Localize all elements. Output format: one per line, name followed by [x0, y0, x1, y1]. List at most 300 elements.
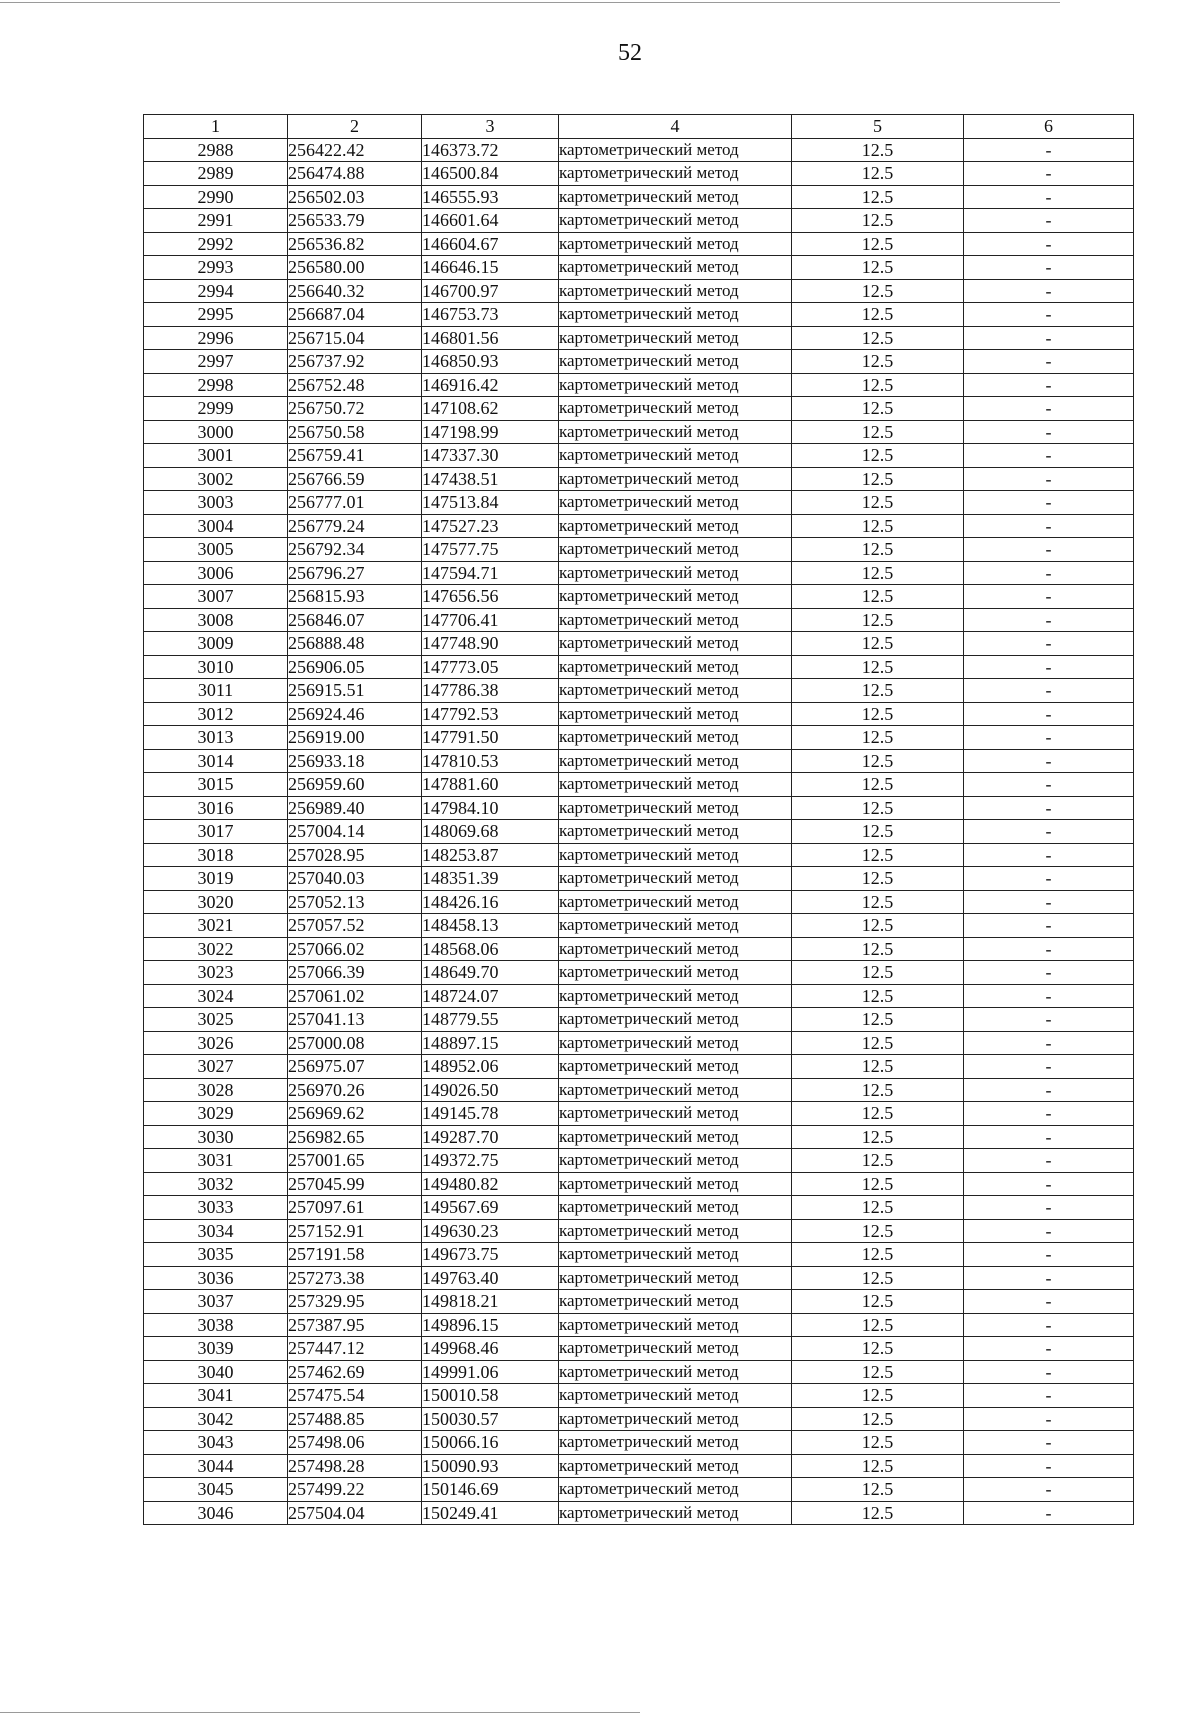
point-number-cell: 3017: [144, 820, 288, 844]
table-row: [144, 867, 1134, 891]
y-coordinate-cell: 150030.57: [422, 1407, 559, 1431]
accuracy-cell: 12.5: [792, 1266, 964, 1290]
note-cell: -: [964, 1266, 1134, 1290]
x-coordinate-cell: 257000.08: [288, 1031, 422, 1055]
method-cell: картометрический метод: [559, 538, 792, 562]
point-number-cell: 3000: [144, 420, 288, 444]
point-number-cell: 3013: [144, 726, 288, 750]
note-cell: -: [964, 209, 1134, 233]
note-cell: -: [964, 773, 1134, 797]
point-number-cell: 3043: [144, 1431, 288, 1455]
point-number-cell: 3027: [144, 1055, 288, 1079]
method-cell: картометрический метод: [559, 1172, 792, 1196]
method-cell: картометрический метод: [559, 1478, 792, 1502]
method-cell: картометрический метод: [559, 914, 792, 938]
point-number-cell: 3041: [144, 1384, 288, 1408]
x-coordinate-cell: 257004.14: [288, 820, 422, 844]
point-number-cell: 3010: [144, 655, 288, 679]
y-coordinate-cell: 146700.97: [422, 279, 559, 303]
table-row: [144, 1078, 1134, 1102]
note-cell: -: [964, 1149, 1134, 1173]
accuracy-cell: 12.5: [792, 937, 964, 961]
note-cell: -: [964, 1313, 1134, 1337]
method-cell: картометрический метод: [559, 1078, 792, 1102]
x-coordinate-cell: 257052.13: [288, 890, 422, 914]
table-row: [144, 914, 1134, 938]
note-cell: -: [964, 867, 1134, 891]
point-number-cell: 3046: [144, 1501, 288, 1525]
table-row: [144, 256, 1134, 280]
accuracy-cell: 12.5: [792, 397, 964, 421]
method-cell: картометрический метод: [559, 1313, 792, 1337]
x-coordinate-cell: 257045.99: [288, 1172, 422, 1196]
table-row: [144, 984, 1134, 1008]
method-cell: картометрический метод: [559, 514, 792, 538]
note-cell: -: [964, 514, 1134, 538]
y-coordinate-cell: 149673.75: [422, 1243, 559, 1267]
method-cell: картометрический метод: [559, 138, 792, 162]
y-coordinate-cell: 146604.67: [422, 232, 559, 256]
note-cell: -: [964, 632, 1134, 656]
method-cell: картометрический метод: [559, 420, 792, 444]
y-coordinate-cell: 147337.30: [422, 444, 559, 468]
method-cell: картометрический метод: [559, 162, 792, 186]
y-coordinate-cell: 147786.38: [422, 679, 559, 703]
table-row: [144, 1102, 1134, 1126]
note-cell: -: [964, 1055, 1134, 1079]
note-cell: -: [964, 1125, 1134, 1149]
method-cell: картометрический метод: [559, 726, 792, 750]
accuracy-cell: 12.5: [792, 961, 964, 985]
scan-edge-top: [0, 2, 1060, 3]
x-coordinate-cell: 257447.12: [288, 1337, 422, 1361]
point-number-cell: 3030: [144, 1125, 288, 1149]
y-coordinate-cell: 149287.70: [422, 1125, 559, 1149]
x-coordinate-cell: 256750.72: [288, 397, 422, 421]
note-cell: -: [964, 1031, 1134, 1055]
method-cell: картометрический метод: [559, 1501, 792, 1525]
method-cell: картометрический метод: [559, 937, 792, 961]
y-coordinate-cell: 147513.84: [422, 491, 559, 515]
point-number-cell: 3033: [144, 1196, 288, 1220]
table-body: [144, 138, 1134, 1525]
accuracy-cell: 12.5: [792, 256, 964, 280]
accuracy-cell: 12.5: [792, 984, 964, 1008]
point-number-cell: 3015: [144, 773, 288, 797]
accuracy-cell: 12.5: [792, 1078, 964, 1102]
y-coordinate-cell: 147791.50: [422, 726, 559, 750]
x-coordinate-cell: 257273.38: [288, 1266, 422, 1290]
x-coordinate-cell: 257475.54: [288, 1384, 422, 1408]
x-coordinate-cell: 256970.26: [288, 1078, 422, 1102]
note-cell: -: [964, 397, 1134, 421]
note-cell: -: [964, 608, 1134, 632]
y-coordinate-cell: 148253.87: [422, 843, 559, 867]
note-cell: -: [964, 1478, 1134, 1502]
x-coordinate-cell: 257499.22: [288, 1478, 422, 1502]
table-row: [144, 773, 1134, 797]
accuracy-cell: 12.5: [792, 185, 964, 209]
x-coordinate-cell: 257387.95: [288, 1313, 422, 1337]
table-row: [144, 749, 1134, 773]
x-coordinate-cell: 256502.03: [288, 185, 422, 209]
x-coordinate-cell: 256759.41: [288, 444, 422, 468]
x-coordinate-cell: 256796.27: [288, 561, 422, 585]
table-header-row: [144, 115, 1134, 139]
x-coordinate-cell: 256989.40: [288, 796, 422, 820]
point-number-cell: 2999: [144, 397, 288, 421]
x-coordinate-cell: 257498.06: [288, 1431, 422, 1455]
y-coordinate-cell: 147810.53: [422, 749, 559, 773]
x-coordinate-cell: 256815.93: [288, 585, 422, 609]
accuracy-cell: 12.5: [792, 1196, 964, 1220]
y-coordinate-cell: 147527.23: [422, 514, 559, 538]
note-cell: -: [964, 585, 1134, 609]
accuracy-cell: 12.5: [792, 1031, 964, 1055]
accuracy-cell: 12.5: [792, 1313, 964, 1337]
note-cell: -: [964, 138, 1134, 162]
y-coordinate-cell: 150146.69: [422, 1478, 559, 1502]
y-coordinate-cell: 146373.72: [422, 138, 559, 162]
table-row: [144, 491, 1134, 515]
table-row: [144, 796, 1134, 820]
point-number-cell: 2995: [144, 303, 288, 327]
table-row: [144, 1219, 1134, 1243]
y-coordinate-cell: 148069.68: [422, 820, 559, 844]
point-number-cell: 3040: [144, 1360, 288, 1384]
accuracy-cell: 12.5: [792, 773, 964, 797]
y-coordinate-cell: 148458.13: [422, 914, 559, 938]
point-number-cell: 3003: [144, 491, 288, 515]
accuracy-cell: 12.5: [792, 1337, 964, 1361]
note-cell: -: [964, 1078, 1134, 1102]
method-cell: картометрический метод: [559, 1008, 792, 1032]
point-number-cell: 2989: [144, 162, 288, 186]
x-coordinate-cell: 256915.51: [288, 679, 422, 703]
method-cell: картометрический метод: [559, 1102, 792, 1126]
y-coordinate-cell: 146916.42: [422, 373, 559, 397]
point-number-cell: 3004: [144, 514, 288, 538]
y-coordinate-cell: 149480.82: [422, 1172, 559, 1196]
method-cell: картометрический метод: [559, 820, 792, 844]
point-number-cell: 3036: [144, 1266, 288, 1290]
accuracy-cell: 12.5: [792, 350, 964, 374]
x-coordinate-cell: 257329.95: [288, 1290, 422, 1314]
table-row: [144, 209, 1134, 233]
x-coordinate-cell: 256888.48: [288, 632, 422, 656]
x-coordinate-cell: 257498.28: [288, 1454, 422, 1478]
note-cell: -: [964, 444, 1134, 468]
accuracy-cell: 12.5: [792, 538, 964, 562]
table-row: [144, 1196, 1134, 1220]
note-cell: -: [964, 984, 1134, 1008]
accuracy-cell: 12.5: [792, 1125, 964, 1149]
table-row: [144, 420, 1134, 444]
y-coordinate-cell: 146500.84: [422, 162, 559, 186]
x-coordinate-cell: 256422.42: [288, 138, 422, 162]
y-coordinate-cell: 149026.50: [422, 1078, 559, 1102]
point-number-cell: 2998: [144, 373, 288, 397]
method-cell: картометрический метод: [559, 585, 792, 609]
point-number-cell: 3005: [144, 538, 288, 562]
method-cell: картометрический метод: [559, 1125, 792, 1149]
note-cell: -: [964, 1407, 1134, 1431]
accuracy-cell: 12.5: [792, 585, 964, 609]
point-number-cell: 3025: [144, 1008, 288, 1032]
method-cell: картометрический метод: [559, 1243, 792, 1267]
note-cell: -: [964, 162, 1134, 186]
y-coordinate-cell: 150249.41: [422, 1501, 559, 1525]
note-cell: -: [964, 1290, 1134, 1314]
x-coordinate-cell: 256777.01: [288, 491, 422, 515]
table-row: [144, 1031, 1134, 1055]
y-coordinate-cell: 150066.16: [422, 1431, 559, 1455]
point-number-cell: 3023: [144, 961, 288, 985]
y-coordinate-cell: 147438.51: [422, 467, 559, 491]
point-number-cell: 3042: [144, 1407, 288, 1431]
table-row: [144, 326, 1134, 350]
x-coordinate-cell: 256766.59: [288, 467, 422, 491]
accuracy-cell: 12.5: [792, 1219, 964, 1243]
accuracy-cell: 12.5: [792, 1243, 964, 1267]
accuracy-cell: 12.5: [792, 209, 964, 233]
table-row: [144, 585, 1134, 609]
y-coordinate-cell: 147198.99: [422, 420, 559, 444]
method-cell: картометрический метод: [559, 1196, 792, 1220]
accuracy-cell: 12.5: [792, 1172, 964, 1196]
table-row: [144, 1501, 1134, 1525]
accuracy-cell: 12.5: [792, 796, 964, 820]
x-coordinate-cell: 256919.00: [288, 726, 422, 750]
method-cell: картометрический метод: [559, 890, 792, 914]
y-coordinate-cell: 148724.07: [422, 984, 559, 1008]
method-cell: картометрический метод: [559, 749, 792, 773]
accuracy-cell: 12.5: [792, 914, 964, 938]
table-row: [144, 702, 1134, 726]
point-number-cell: 2991: [144, 209, 288, 233]
accuracy-cell: 12.5: [792, 726, 964, 750]
point-number-cell: 2990: [144, 185, 288, 209]
accuracy-cell: 12.5: [792, 1384, 964, 1408]
table-row: [144, 820, 1134, 844]
x-coordinate-cell: 257040.03: [288, 867, 422, 891]
x-coordinate-cell: 257066.02: [288, 937, 422, 961]
table-row: [144, 1172, 1134, 1196]
method-cell: картометрический метод: [559, 1360, 792, 1384]
accuracy-cell: 12.5: [792, 843, 964, 867]
method-cell: картометрический метод: [559, 1055, 792, 1079]
note-cell: -: [964, 1360, 1134, 1384]
note-cell: -: [964, 1243, 1134, 1267]
method-cell: картометрический метод: [559, 679, 792, 703]
y-coordinate-cell: 148897.15: [422, 1031, 559, 1055]
x-coordinate-cell: 256580.00: [288, 256, 422, 280]
x-coordinate-cell: 257097.61: [288, 1196, 422, 1220]
method-cell: картометрический метод: [559, 961, 792, 985]
accuracy-cell: 12.5: [792, 467, 964, 491]
table-row: [144, 961, 1134, 985]
y-coordinate-cell: 148568.06: [422, 937, 559, 961]
method-cell: картометрический метод: [559, 984, 792, 1008]
note-cell: -: [964, 1008, 1134, 1032]
y-coordinate-cell: 149372.75: [422, 1149, 559, 1173]
accuracy-cell: 12.5: [792, 491, 964, 515]
y-coordinate-cell: 147594.71: [422, 561, 559, 585]
y-coordinate-cell: 148779.55: [422, 1008, 559, 1032]
x-coordinate-cell: 256752.48: [288, 373, 422, 397]
y-coordinate-cell: 149896.15: [422, 1313, 559, 1337]
note-cell: -: [964, 796, 1134, 820]
accuracy-cell: 12.5: [792, 1431, 964, 1455]
point-number-cell: 3029: [144, 1102, 288, 1126]
note-cell: -: [964, 820, 1134, 844]
table-row: [144, 467, 1134, 491]
x-coordinate-cell: 257001.65: [288, 1149, 422, 1173]
x-coordinate-cell: 256792.34: [288, 538, 422, 562]
point-number-cell: 3019: [144, 867, 288, 891]
point-number-cell: 3039: [144, 1337, 288, 1361]
y-coordinate-cell: 147577.75: [422, 538, 559, 562]
table-row: [144, 397, 1134, 421]
point-number-cell: 3032: [144, 1172, 288, 1196]
note-cell: -: [964, 561, 1134, 585]
point-number-cell: 3014: [144, 749, 288, 773]
column-header-3: 3: [422, 115, 559, 139]
point-number-cell: 3035: [144, 1243, 288, 1267]
table-row: [144, 279, 1134, 303]
accuracy-cell: 12.5: [792, 632, 964, 656]
y-coordinate-cell: 146801.56: [422, 326, 559, 350]
table-row: [144, 1290, 1134, 1314]
point-number-cell: 3021: [144, 914, 288, 938]
x-coordinate-cell: 256474.88: [288, 162, 422, 186]
y-coordinate-cell: 150010.58: [422, 1384, 559, 1408]
point-number-cell: 3001: [144, 444, 288, 468]
note-cell: -: [964, 1102, 1134, 1126]
point-number-cell: 3022: [144, 937, 288, 961]
note-cell: -: [964, 1219, 1134, 1243]
coordinates-table: [143, 114, 1134, 1525]
table-row: [144, 1454, 1134, 1478]
accuracy-cell: 12.5: [792, 373, 964, 397]
method-cell: картометрический метод: [559, 773, 792, 797]
table-row: [144, 1125, 1134, 1149]
point-number-cell: 3034: [144, 1219, 288, 1243]
accuracy-cell: 12.5: [792, 749, 964, 773]
method-cell: картометрический метод: [559, 232, 792, 256]
table-row: [144, 726, 1134, 750]
point-number-cell: 3024: [144, 984, 288, 1008]
table-row: [144, 608, 1134, 632]
note-cell: -: [964, 350, 1134, 374]
table-row: [144, 1243, 1134, 1267]
note-cell: -: [964, 538, 1134, 562]
accuracy-cell: 12.5: [792, 890, 964, 914]
method-cell: картометрический метод: [559, 843, 792, 867]
column-header-1: 1: [144, 115, 288, 139]
method-cell: картометрический метод: [559, 1431, 792, 1455]
note-cell: -: [964, 655, 1134, 679]
accuracy-cell: 12.5: [792, 1501, 964, 1525]
x-coordinate-cell: 256959.60: [288, 773, 422, 797]
method-cell: картометрический метод: [559, 1454, 792, 1478]
note-cell: -: [964, 420, 1134, 444]
method-cell: картометрический метод: [559, 326, 792, 350]
note-cell: -: [964, 467, 1134, 491]
column-header-6: 6: [964, 115, 1134, 139]
accuracy-cell: 12.5: [792, 608, 964, 632]
table-row: [144, 937, 1134, 961]
note-cell: -: [964, 373, 1134, 397]
method-cell: картометрический метод: [559, 796, 792, 820]
method-cell: картометрический метод: [559, 303, 792, 327]
table-row: [144, 185, 1134, 209]
note-cell: -: [964, 279, 1134, 303]
x-coordinate-cell: 257191.58: [288, 1243, 422, 1267]
x-coordinate-cell: 257057.52: [288, 914, 422, 938]
x-coordinate-cell: 256533.79: [288, 209, 422, 233]
note-cell: -: [964, 1431, 1134, 1455]
x-coordinate-cell: 256969.62: [288, 1102, 422, 1126]
point-number-cell: 3031: [144, 1149, 288, 1173]
method-cell: картометрический метод: [559, 1384, 792, 1408]
table-row: [144, 561, 1134, 585]
y-coordinate-cell: 147748.90: [422, 632, 559, 656]
note-cell: -: [964, 1384, 1134, 1408]
x-coordinate-cell: 257028.95: [288, 843, 422, 867]
point-number-cell: 2996: [144, 326, 288, 350]
table-row: [144, 1384, 1134, 1408]
x-coordinate-cell: 256687.04: [288, 303, 422, 327]
x-coordinate-cell: 257488.85: [288, 1407, 422, 1431]
y-coordinate-cell: 147792.53: [422, 702, 559, 726]
method-cell: картометрический метод: [559, 185, 792, 209]
point-number-cell: 3018: [144, 843, 288, 867]
note-cell: -: [964, 702, 1134, 726]
note-cell: -: [964, 679, 1134, 703]
x-coordinate-cell: 256715.04: [288, 326, 422, 350]
point-number-cell: 3007: [144, 585, 288, 609]
x-coordinate-cell: 256536.82: [288, 232, 422, 256]
table-row: [144, 1266, 1134, 1290]
table-row: [144, 162, 1134, 186]
table-row: [144, 303, 1134, 327]
table-row: [144, 890, 1134, 914]
method-cell: картометрический метод: [559, 350, 792, 374]
y-coordinate-cell: 147706.41: [422, 608, 559, 632]
x-coordinate-cell: 256906.05: [288, 655, 422, 679]
method-cell: картометрический метод: [559, 1149, 792, 1173]
method-cell: картометрический метод: [559, 608, 792, 632]
accuracy-cell: 12.5: [792, 1055, 964, 1079]
point-number-cell: 3009: [144, 632, 288, 656]
y-coordinate-cell: 146753.73: [422, 303, 559, 327]
method-cell: картометрический метод: [559, 702, 792, 726]
y-coordinate-cell: 146601.64: [422, 209, 559, 233]
table-row: [144, 1313, 1134, 1337]
table-row: [144, 1337, 1134, 1361]
y-coordinate-cell: 149567.69: [422, 1196, 559, 1220]
accuracy-cell: 12.5: [792, 420, 964, 444]
point-number-cell: 3020: [144, 890, 288, 914]
method-cell: картометрический метод: [559, 1290, 792, 1314]
y-coordinate-cell: 149991.06: [422, 1360, 559, 1384]
method-cell: картометрический метод: [559, 444, 792, 468]
y-coordinate-cell: 147108.62: [422, 397, 559, 421]
y-coordinate-cell: 149818.21: [422, 1290, 559, 1314]
method-cell: картометрический метод: [559, 1407, 792, 1431]
x-coordinate-cell: 256982.65: [288, 1125, 422, 1149]
